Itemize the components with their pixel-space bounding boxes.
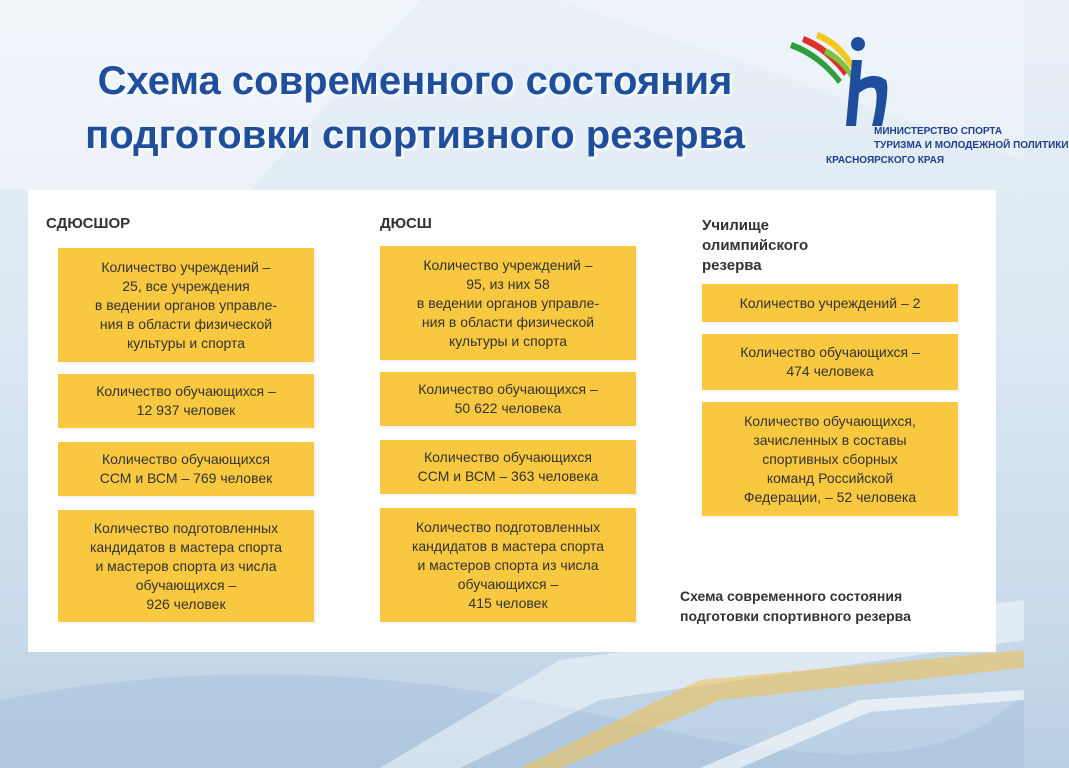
card-line: 95, из них 58 (466, 275, 550, 292)
slide-title-line2: подготовки спортивного резерва (85, 113, 745, 157)
card-olympic-students (702, 334, 958, 390)
card-line: Количество обучающихся – (740, 344, 920, 360)
card-line: спортивных сборных (762, 450, 898, 467)
card-line: в ведении органов управле- (416, 294, 600, 311)
card-line: культуры и спорта (448, 332, 568, 349)
card-line: Федерации, – 52 человека (743, 488, 917, 505)
card-line: кандидатов в мастера спорта (411, 537, 605, 554)
column-heading-dyussh: ДЮСШ (380, 214, 540, 234)
card-line: Количество учреждений – 2 (739, 294, 921, 311)
card-sdyussor-institutions (58, 248, 314, 362)
card-line: Количество учреждений – (101, 258, 271, 275)
card-line: ния в области физической (421, 313, 595, 330)
column-heading-olympic-school (702, 216, 862, 276)
card-line: 25, все учреждения (122, 277, 250, 294)
column-heading-sdyussor: СДЮСШОР (46, 214, 216, 234)
card-olympic-national-teams (702, 402, 958, 516)
ministry-logo (790, 30, 1069, 170)
slide-title (30, 54, 800, 162)
card-line: 415 человек (468, 594, 548, 611)
card-dyussh-ssm-vsm (380, 440, 636, 494)
card-line: 926 человек (146, 595, 226, 612)
card-dyussh-students (380, 372, 636, 426)
heading-line: резерва (702, 257, 762, 274)
card-line: Количество учреждений – (423, 256, 593, 273)
card-line: 50 622 человека (454, 400, 562, 416)
card-line: Количество подготовленных (93, 519, 279, 536)
scheme-panel (28, 190, 996, 652)
card-line: ССМ и ВСМ – 363 человека (417, 468, 599, 484)
card-line: и мастеров спорта из числа (417, 556, 599, 573)
card-line: Количество обучающихся (424, 449, 592, 465)
card-line: зачисленных в составы (753, 431, 907, 448)
scheme-caption (680, 586, 980, 626)
card-line: кандидатов в мастера спорта (89, 538, 283, 555)
logo-line1: МИНИСТЕРСТВО СПОРТА (874, 126, 1003, 137)
card-line: 12 937 человек (136, 402, 236, 418)
card-line: ния в области физической (99, 315, 273, 332)
card-line: Количество обучающихся – (418, 381, 598, 397)
card-line: и мастеров спорта из числа (95, 557, 277, 574)
card-line: обучающихся – (457, 575, 559, 592)
logo-line2: ТУРИЗМА И МОЛОДЕЖНОЙ ПОЛИТИКИ (874, 140, 1069, 151)
card-dyussh-masters (380, 508, 636, 622)
card-line: культуры и спорта (126, 334, 246, 351)
card-sdyussor-students (58, 374, 314, 428)
card-dyussh-institutions (380, 246, 636, 360)
card-line: 474 человека (786, 363, 874, 379)
card-line: команд Российской (766, 469, 894, 486)
caption-line1: Схема современного состояния (680, 588, 903, 604)
card-sdyussor-masters (58, 510, 314, 622)
card-line: Количество подготовленных (415, 518, 601, 535)
caption-line2: подготовки спортивного резерва (680, 608, 911, 624)
slide-title-line1: Схема современного состояния (97, 59, 733, 103)
card-line: Количество обучающихся (102, 451, 270, 467)
card-line: ССМ и ВСМ – 769 человек (99, 470, 273, 486)
logo-line3: КРАСНОЯРСКОГО КРАЯ (826, 155, 945, 166)
card-olympic-institutions (702, 284, 958, 322)
card-line: Количество обучающихся – (96, 383, 276, 399)
heading-line: олимпийского (702, 237, 809, 254)
card-line: в ведении органов управле- (94, 296, 278, 313)
heading-line: Училище (702, 217, 770, 234)
card-sdyussor-ssm-vsm (58, 442, 314, 496)
card-line: Количество обучающихся, (744, 412, 916, 429)
card-line: обучающихся – (135, 576, 237, 593)
